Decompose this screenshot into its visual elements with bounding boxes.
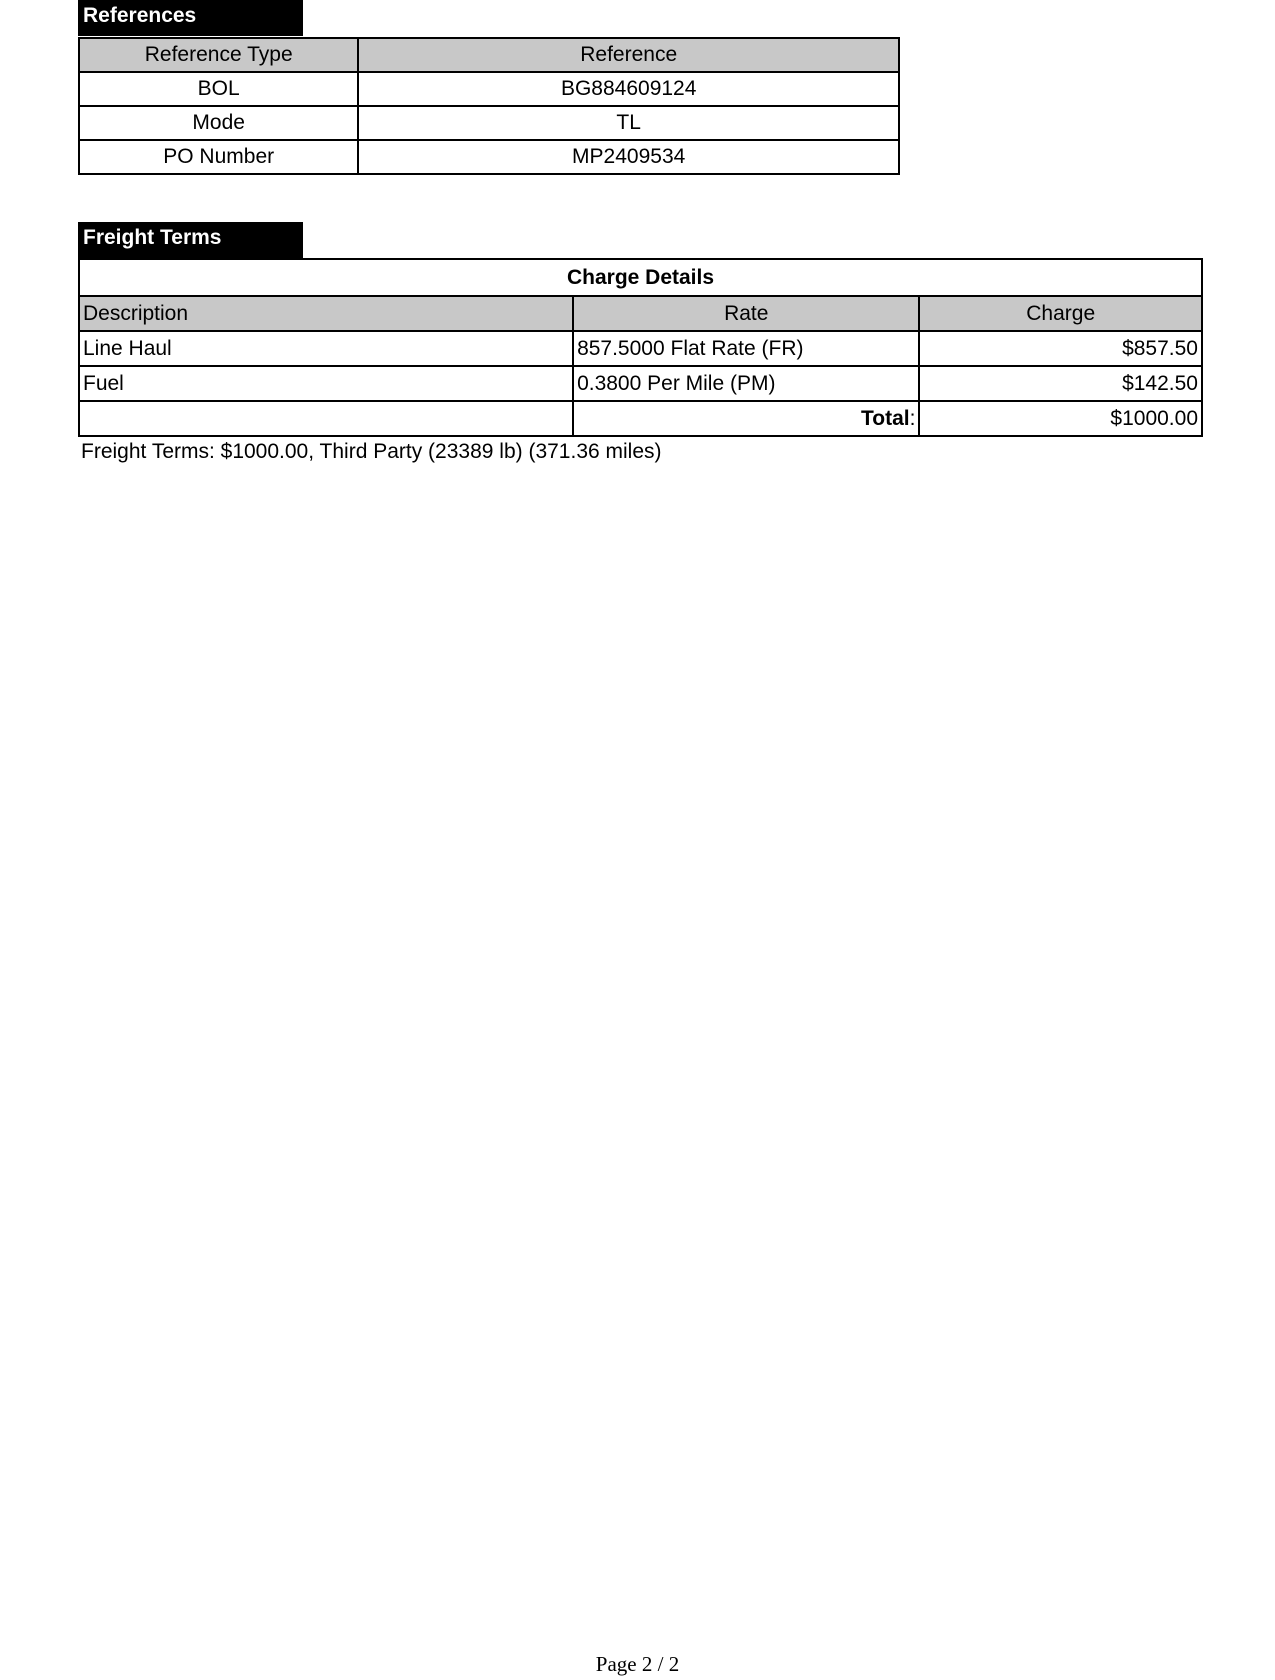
reference-value-cell: MP2409534 [358,140,899,174]
column-header-reference: Reference [358,38,899,72]
description-cell: Fuel [79,366,573,401]
total-value-cell: $1000.00 [919,401,1202,436]
column-header-rate: Rate [573,296,919,331]
reference-type-cell: BOL [79,72,358,106]
table-header-row [79,38,899,72]
table-title-row [79,259,1202,296]
column-header-reference-type: Reference Type [79,38,358,72]
charge-cell: $142.50 [919,366,1202,401]
total-label-cell [573,401,919,436]
empty-cell [79,401,573,436]
reference-value-cell: BG884609124 [358,72,899,106]
charge-details-title: Charge Details [79,259,1202,296]
table-row [79,72,899,106]
table-row [79,331,1202,366]
reference-type-cell: PO Number [79,140,358,174]
freight-terms-section-title: Freight Terms [78,222,303,258]
page-number: Page 2 / 2 [595,1652,680,1676]
rate-cell: 0.3800 Per Mile (PM) [573,366,919,401]
table-row [79,140,899,174]
freight-terms-summary: Freight Terms: $1000.00, Third Party (23389 lb) (371.36 miles) [81,440,662,463]
references-table [78,37,900,175]
table-row [79,106,899,140]
table-header-row [79,296,1202,331]
column-header-charge: Charge [919,296,1202,331]
total-colon: : [909,407,916,430]
reference-value-cell: TL [358,106,899,140]
total-label: Total [860,407,910,430]
rate-cell: 857.5000 Flat Rate (FR) [573,331,919,366]
description-cell: Line Haul [79,331,573,366]
reference-type-cell: Mode [79,106,358,140]
total-row [79,401,1202,436]
charge-details-table [78,258,1203,437]
references-section-title: References [78,0,303,36]
table-row [79,366,1202,401]
charge-cell: $857.50 [919,331,1202,366]
column-header-description: Description [79,296,573,331]
